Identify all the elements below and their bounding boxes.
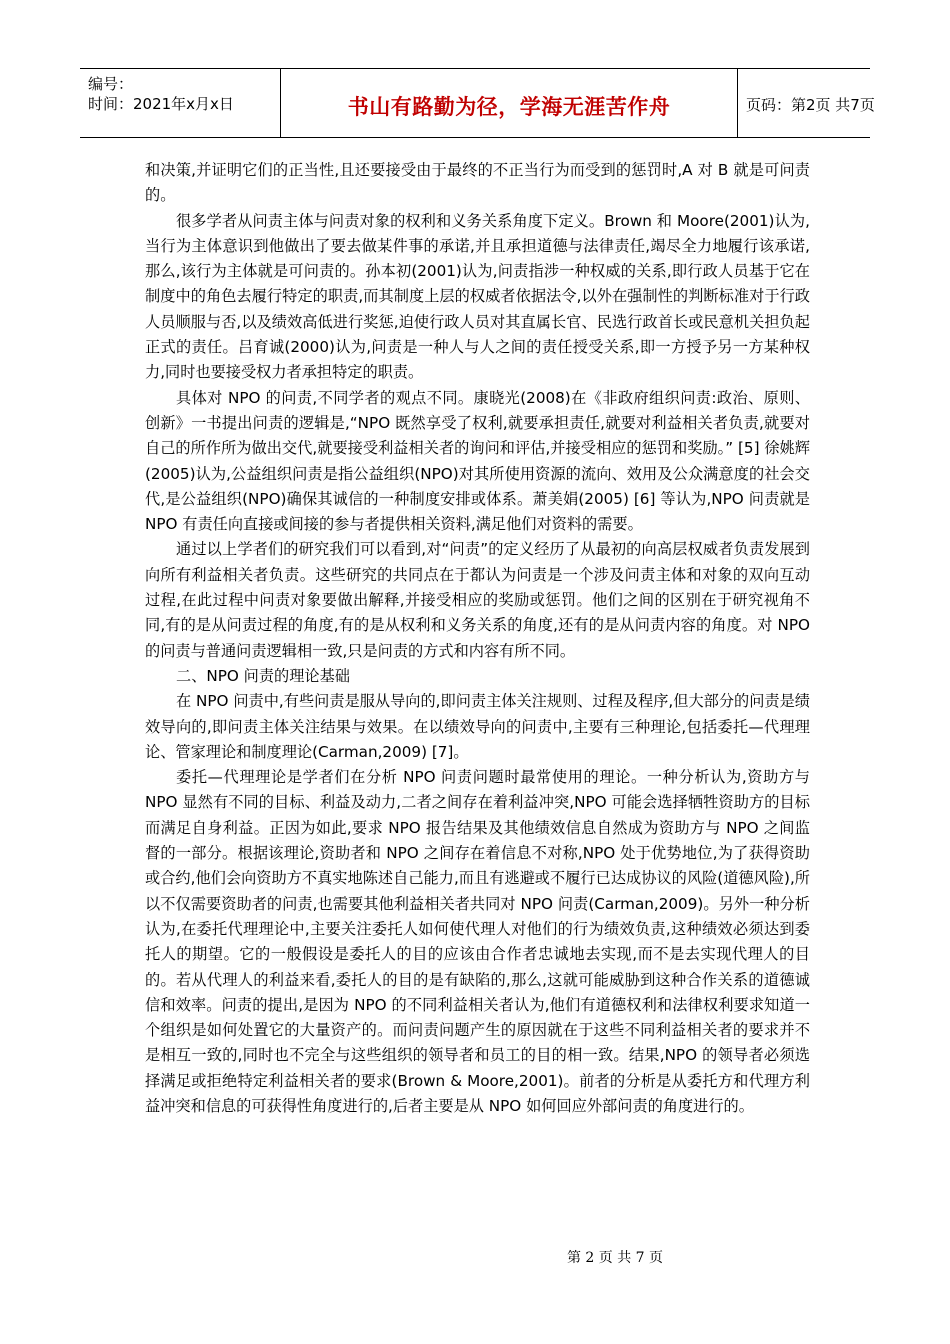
paragraph: 很多学者从问责主体与问责对象的权利和义务关系角度下定义。Brown 和 Moore(2001)认为,当行为主体意识到他做出了要去做某件事的承诺,并且承担道德与法律责任,竭尽全力地履行该承诺,那么,该行为主体就是可问责的。孙本初(2001)认为,问责指涉一种权威的关系,即行政人员基于它在制度中的角色去履行特定的职责,而其制度上层的权威者依据法令,以外在强制性的判断标准对于行政人员顺服与否,以及绩效高低进行奖惩,迫使行政人员对其直属长官、民选行政首长或民意机关担负起正式的责任。吕育诚(2000)认为,问责是一种人与人之间的责任授受关系,即一方授予另一方某种权力,同时也要接受权力者承担特定的职责。: [145, 211, 810, 382]
header-page-cell: [738, 69, 875, 137]
paragraph: 具体对 NPO 的问责,不同学者的观点不同。康晓光(2008)在《非政府组织问责:政治、原则、创新》一书提出问责的逻辑是,“NPO 既然享受了权利,就要承担责任,就要对利益相关者负责,就要对自己的所作所为做出交代,就要接受利益相关者的询问和评估,并接受相应的惩罚和奖励。” [5] 徐姚辉(2005)认为,公益组织问责是指公益组织(NPO)对其所使用资源的流向、效用及公众满意度的社会交代,是公益组织(NPO)确保其诚信的一种制度安排或体系。萧美娟(2005) [6] 等认为,NPO 问责就是 NPO 有责任向直接或间接的参与者提供相关资料,满足他们对资料的需要。: [145, 388, 810, 534]
paragraph: 和决策,并证明它们的正当性,且还要接受由于最终的不正当行为而受到的惩罚时,A 对 B 就是可问责的。: [145, 161, 810, 205]
paragraph: 委托—代理理论是学者们在分析 NPO 问责问题时最常使用的理论。一种分析认为,资助方与 NPO 显然有不同的目标、利益及动力,二者之间存在着利益冲突,NPO 可能会选择牺牲资助方的目标而满足自身利益。正因为如此,要求 NPO 报告结果及其他绩效信息自然成为资助方与 NPO 之间监督的一部分。根据该理论,资助者和 NPO 之间存在着信息不对称,NPO 处于优势地位,为了获得资助或合约,他们会向资助方不真实地陈述自己能力,而且有逃避或不履行已达成协议的风险(道德风险),所以不仅需要资助者的问责,也需要其他利益相关者共同对 NPO 问责(Carman,2009)。另外一种分析认为,在委托代理理论中,主要关注委托人如何使代理人对他们的行为绩效负责,这种绩效必须达到委托人的期望。它的一般假设是委托人的目的应该由合作者忠诚地去实现,而不是去实现代理人的目的。若从代理人的利益来看,委托人的目的是有缺陷的,那么,这就可能威胁到这种合作关系的道德诚信和效率。问责的提出,是因为 NPO 的不同利益相关者认为,他们有道德权利和法律权利要求知道一个组织是如何处置它的大量资产的。而问责问题产生的原因就在于这些不同利益相关者的要求并不是相互一致的,同时也不完全与这些组织的领导者和员工的目的相一致。结果,NPO 的领导者必须选择满足或拒绝特定利益相关者的要求(Brown & Moore,2001)。前者的分析是从委托方和代理方利益冲突和信息的可获得性角度进行的,后者主要是从 NPO 如何回应外部问责的角度进行的。: [145, 768, 810, 1115]
header-meta-cell: [80, 69, 281, 137]
header-motto-cell: [281, 69, 738, 137]
body-text: [145, 158, 810, 1119]
paragraph: 通过以上学者们的研究我们可以看到,对“问责”的定义经历了从最初的向高层权威者负责发展到向所有利益相关者负责。这些研究的共同点在于都认为问责是一个涉及问责主体和对象的双向互动过程,在此过程中问责对象要做出解释,并接受相应的奖励或惩罚。他们之间的区别在于研究视角不同,有的是从问责过程的角度,有的是从权利和义务关系的角度,还有的是从问责内容的角度。对 NPO 的问责与普通问责逻辑相一致,只是问责的方式和内容有所不同。: [145, 540, 810, 660]
paragraph: 在 NPO 问责中,有些问责是服从导向的,即问责主体关注规则、过程及程序,但大部分的问责是绩效导向的,即问责主体关注结果与效果。在以绩效导向的问责中,主要有三种理论,包括委托—代理理论、管家理论和制度理论(Carman,2009) [7]。: [145, 692, 810, 761]
serial-number-label: 编号：: [88, 75, 134, 93]
page-header: [80, 68, 875, 138]
page-footer: 第 2 页 共 7 页: [566, 1250, 664, 1266]
motto-text: 书山有路勤为径，学海无涯苦作舟: [347, 95, 671, 119]
date-label: 时间：2021年x月x日: [88, 95, 234, 113]
section-heading: 二、NPO 问责的理论基础: [176, 666, 350, 685]
page-number-label: 页码：第2页 共7页: [746, 96, 875, 114]
